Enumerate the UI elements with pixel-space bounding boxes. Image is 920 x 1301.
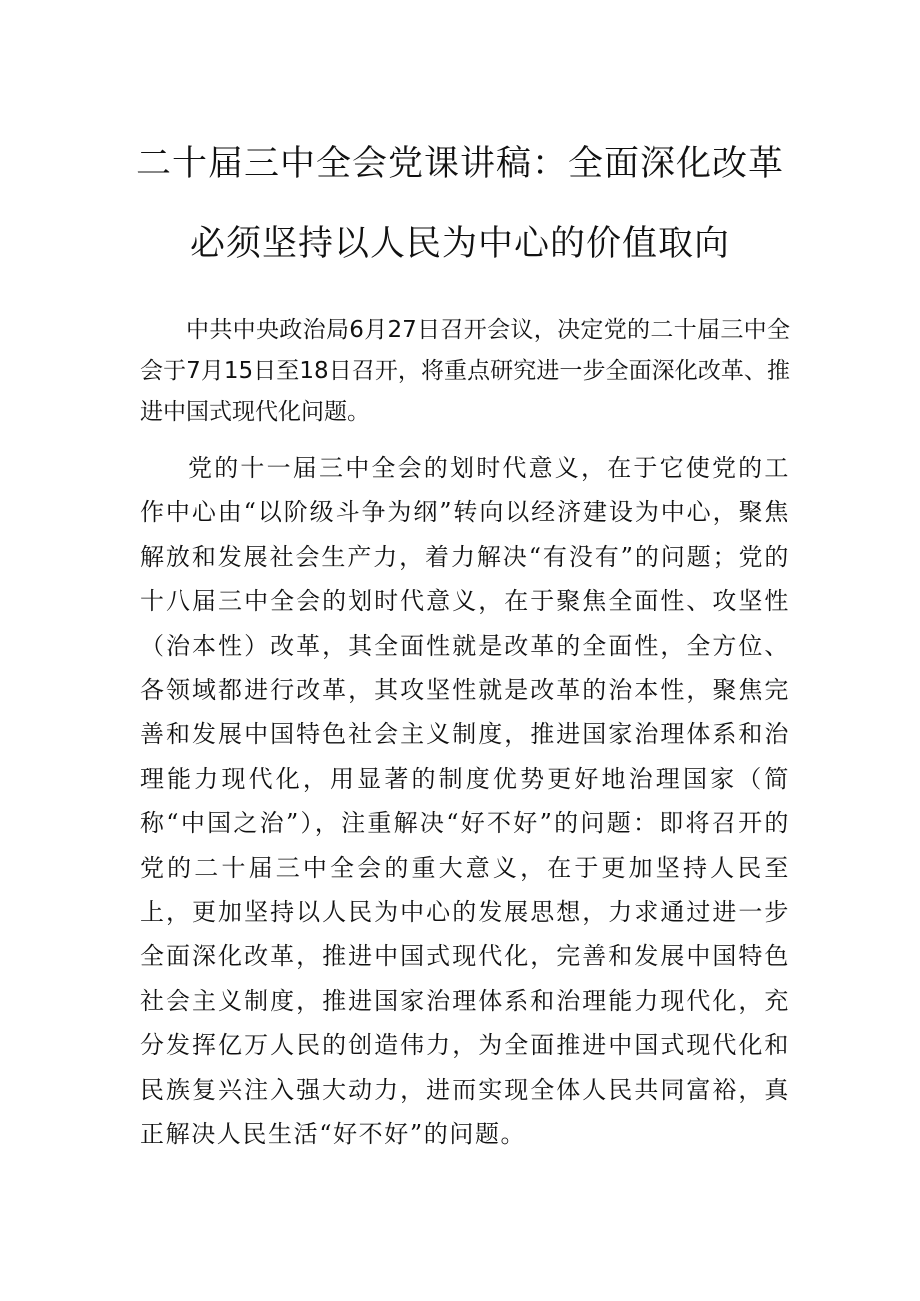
document-title-line-1: 二十届三中全会党课讲稿：全面深化改革 <box>135 144 784 184</box>
paragraph-2: 党的十一届三中全会的划时代意义，在于它使党的工作中心由“以阶级斗争为纲”转向以经济建设为中心，聚焦解放和发展社会生产力，着力解决“有没有”的问题；党的十八届三中全会的划时代意义，在于聚焦全面性、攻坚性（治本性）改革，其全面性就是改革的全面性，全方位、各领域都进行改革，其攻坚性就是改革的治本性，聚焦完善和发展中国特色社会主义制度，推进国家治理体系和治理能力现代化，用显著的制度优势更好地治理国家（简称“中国之治”），注重解决“好不好”的问题：即将召开的党的二十届三中全会的重大意义，在于更加坚持人民至上，更加坚持以人民为中心的发展思想，力求通过进一步全面深化改革，推进中国式现代化，完善和发展中国特色社会主义制度，推进国家治理体系和治理能力现代化，充分发挥亿万人民的创造伟力，为全面推进中国式现代化和民族复兴注入强大动力，进而实现全体人民共同富裕，真正解决人民生活“好不好”的问题。 <box>140 454 790 1149</box>
document-title-line-2: 必须坚持以人民为中心的价值取向 <box>189 224 730 264</box>
paragraph-1: 中共中央政治局6月27日召开会议，决定党的二十届三中全会于7月15日至18日召开，将重点研究进一步全面深化改革、推进中国式现代化问题。 <box>140 317 790 425</box>
